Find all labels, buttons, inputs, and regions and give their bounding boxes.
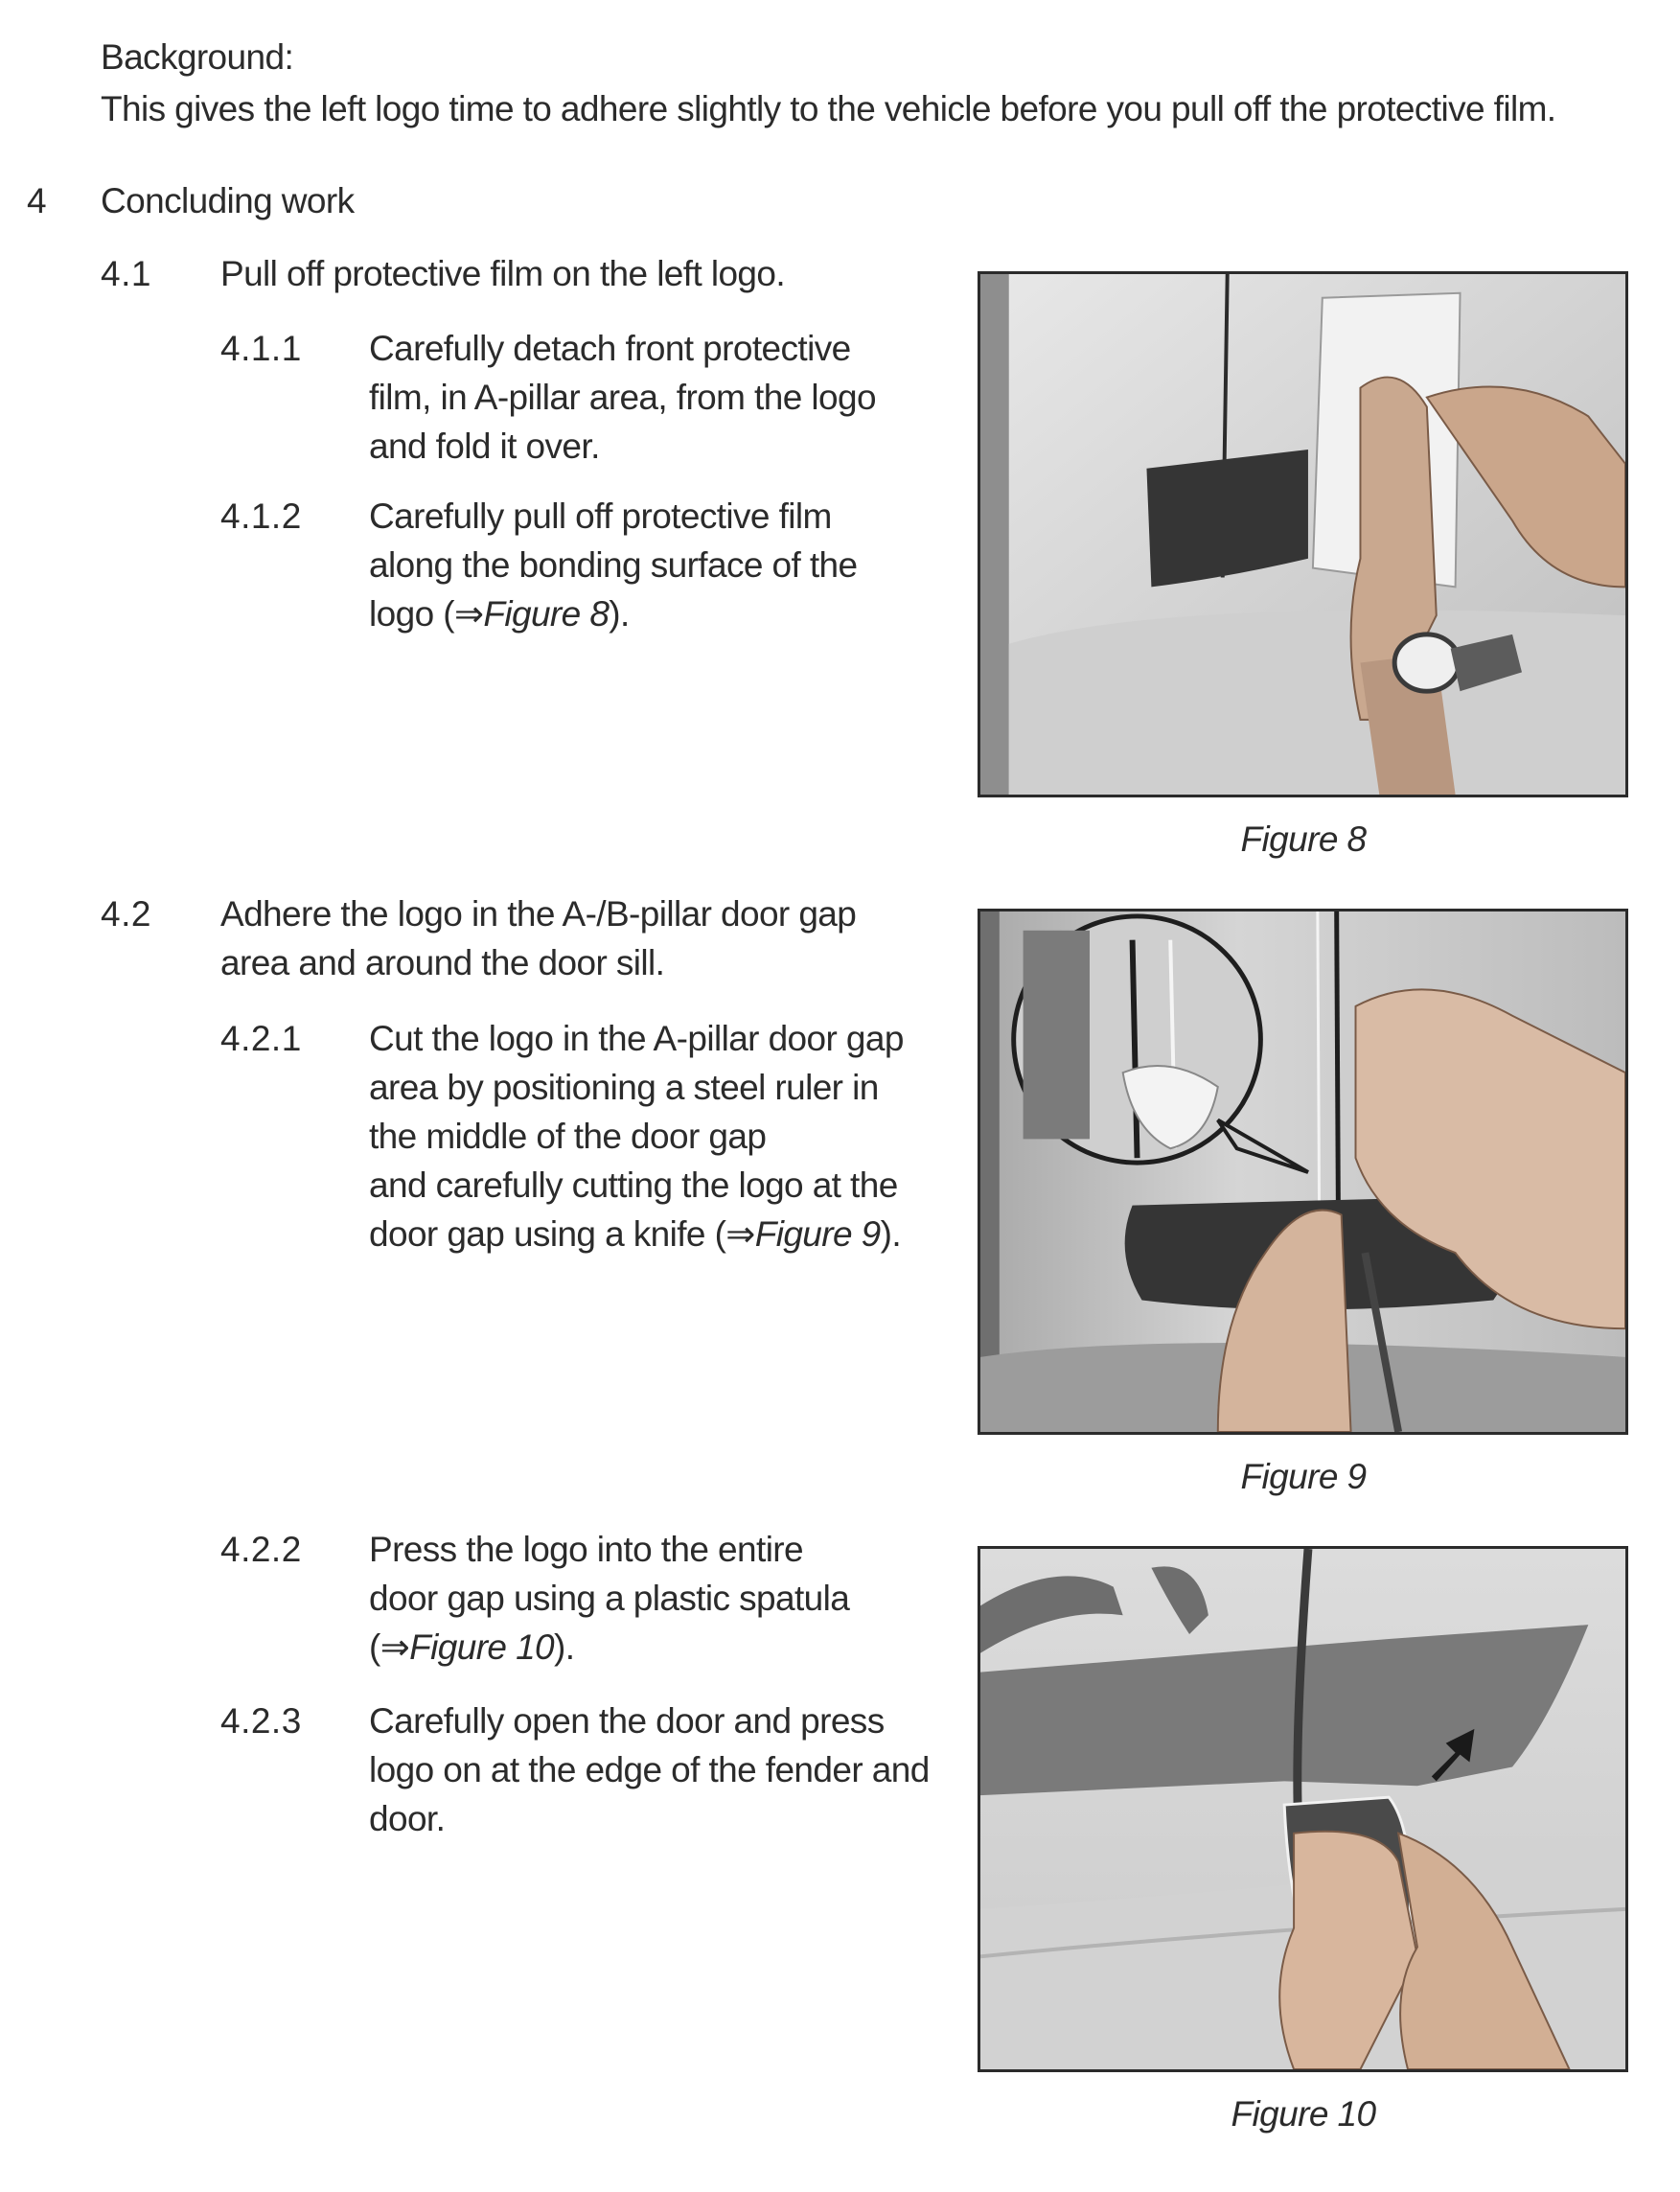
- text-fragment: logo (⇒: [369, 594, 484, 634]
- step-4-1-1-text: [369, 324, 876, 471]
- text-fragment: ).: [554, 1627, 575, 1667]
- figure-9-photo: [978, 909, 1628, 1435]
- step-4-1-2-number: 4.1.2: [220, 496, 302, 536]
- step-4-1-1-line: film, in A-pillar area, from the logo: [369, 378, 876, 417]
- step-4-2-1-line: area by positioning a steel ruler in: [369, 1068, 879, 1107]
- step-4-1-number: 4.1: [101, 254, 151, 293]
- text-fragment: (⇒: [369, 1627, 410, 1667]
- step-4-1-1-line: and fold it over.: [369, 427, 600, 466]
- section-title: Concluding work: [101, 181, 355, 220]
- background-text: This gives the left logo time to adhere slightly to the vehicle before you pull off the protective film.: [101, 89, 1556, 128]
- step-4-2-1-line: and carefully cutting the logo at the: [369, 1165, 898, 1205]
- text-fragment: door gap using a knife (⇒: [369, 1214, 755, 1254]
- step-4-2-3-line: logo on at the edge of the fender and: [369, 1750, 930, 1789]
- step-4-2-1-text: [369, 1014, 904, 1258]
- step-4-2-2-line: Press the logo into the entire: [369, 1530, 804, 1569]
- background-heading: Background:: [101, 37, 294, 77]
- figure-8-illustration: [980, 274, 1625, 795]
- figure-10-photo: [978, 1546, 1628, 2072]
- figure-9-caption: Figure 9: [1240, 1457, 1367, 1496]
- step-4-1-1-line: Carefully detach front protective: [369, 329, 851, 368]
- step-4-1-text: Pull off protective film on the left logo.: [220, 254, 786, 293]
- step-4-2-line: area and around the door sill.: [220, 943, 665, 982]
- text-fragment: ).: [880, 1214, 902, 1254]
- step-4-2-text: [220, 889, 856, 987]
- step-4-2-2-number: 4.2.2: [220, 1530, 302, 1569]
- step-4-1-1-number: 4.1.1: [220, 329, 302, 368]
- step-4-2-3-number: 4.2.3: [220, 1701, 302, 1741]
- step-4-2-2-text: [369, 1525, 849, 1672]
- step-4-2-1-line: Cut the logo in the A-pillar door gap: [369, 1019, 904, 1058]
- step-4-2-number: 4.2: [101, 894, 151, 934]
- step-4-2-1-line: the middle of the door gap: [369, 1117, 767, 1156]
- step-4-1-2-last-line: [369, 589, 857, 638]
- figure-8-caption: Figure 8: [1240, 819, 1367, 859]
- figure-10-caption: Figure 10: [1231, 2094, 1376, 2134]
- section-number: 4: [27, 181, 48, 220]
- step-4-2-3-line: door.: [369, 1799, 446, 1838]
- step-4-1-2-line: along the bonding surface of the: [369, 545, 858, 585]
- step-4-1-2-text: [369, 492, 857, 638]
- step-4-2-2-last-line: [369, 1623, 849, 1672]
- figure-8-reference[interactable]: Figure 8: [483, 594, 610, 634]
- step-4-1-2-line: Carefully pull off protective film: [369, 496, 832, 536]
- step-4-2-3-text: [369, 1696, 930, 1843]
- step-4-2-3-line: Carefully open the door and press: [369, 1701, 885, 1741]
- figure-10-illustration: [980, 1549, 1625, 2069]
- step-4-2-1-last-line: [369, 1210, 904, 1258]
- step-4-2-2-line: door gap using a plastic spatula: [369, 1579, 850, 1618]
- figure-9-illustration: [980, 911, 1625, 1432]
- text-fragment: ).: [609, 594, 630, 634]
- figure-8-photo: [978, 271, 1628, 797]
- step-4-2-line: Adhere the logo in the A-/B-pillar door gap: [220, 894, 857, 934]
- figure-9-reference[interactable]: Figure 9: [754, 1214, 881, 1254]
- step-4-2-1-number: 4.2.1: [220, 1019, 302, 1058]
- figure-10-reference[interactable]: Figure 10: [409, 1627, 555, 1667]
